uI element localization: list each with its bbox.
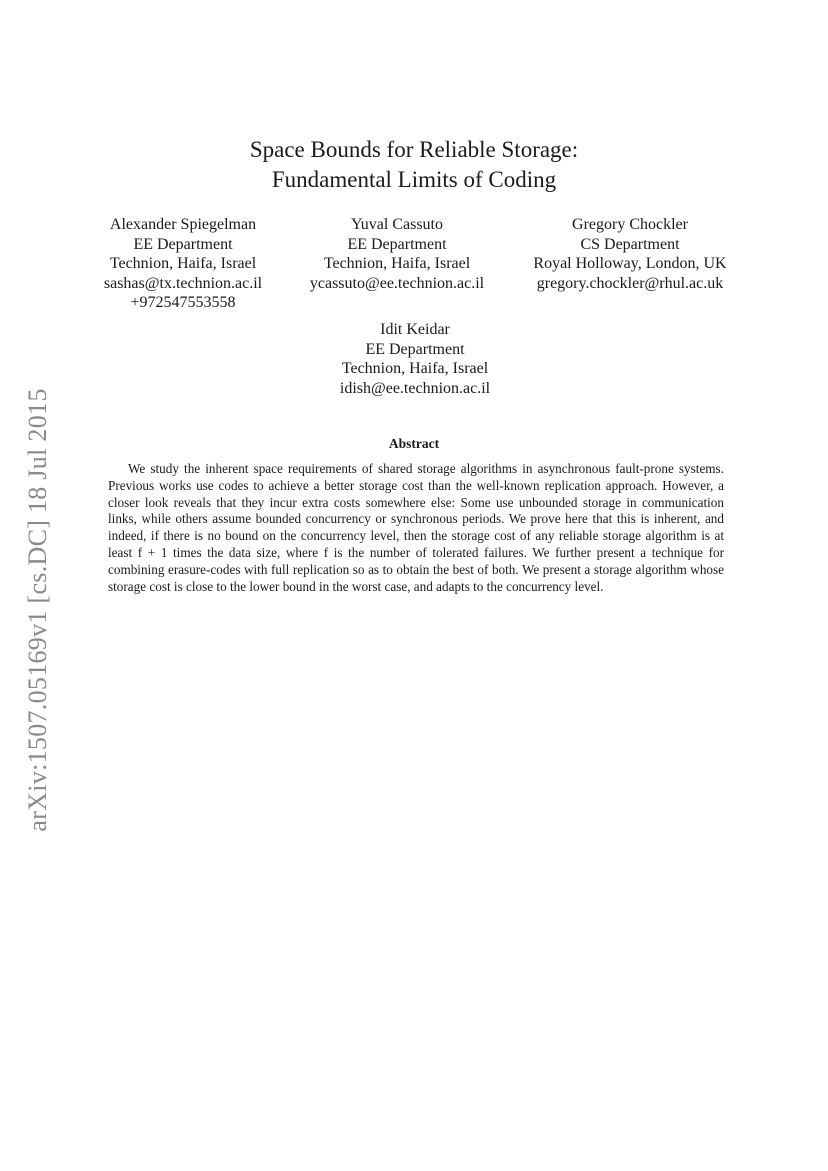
- author-email: ycassuto@ee.technion.ac.il: [309, 274, 485, 292]
- author-department: EE Department: [365, 340, 465, 358]
- arxiv-identifier-stamp: arXiv:1507.05169v1 [cs.DC] 18 Jul 2015: [23, 388, 52, 832]
- author-block-spiegelman: [83, 215, 283, 313]
- author-department: EE Department: [133, 235, 233, 253]
- author-affiliation: Technion, Haifa, Israel: [109, 255, 257, 272]
- author-phone: +972547553558: [130, 294, 236, 311]
- paper-title: [0, 135, 828, 195]
- author-email: sashas@tx.technion.ac.il: [103, 274, 263, 292]
- author-name: Yuval Cassuto: [351, 216, 443, 233]
- author-email: gregory.chockler@rhul.ac.uk: [536, 274, 724, 292]
- author-block-chockler: [510, 215, 750, 293]
- author-department: CS Department: [580, 235, 680, 253]
- author-department: EE Department: [347, 235, 447, 253]
- author-affiliation: Technion, Haifa, Israel: [323, 255, 471, 272]
- author-block-cassuto: [297, 215, 497, 293]
- abstract-body: We study the inherent space requirements of shared storage algorithms in asynchronous fault-prone systems. Previous works use codes to achieve a better storage cost than the well-known replication approach. However, a closer look reveals that they incur extra costs somewhere else: Some use unbounded storage in communication links, while others assume bounded concurrency or synchronous periods. We prove here that this is inherent, and indeed, if there is no bound on the concurrency level, then the storage cost of any reliable storage algorithm is at least f + 1 times the data size, where f is the number of tolerated failures. We further present a technique for combining erasure-codes with full replication so as to obtain the best of both. We present a storage algorithm whose storage cost is close to the lower bound in the worst case, and adapts to the concurrency level.: [108, 461, 724, 594]
- author-name: Idit Keidar: [380, 321, 450, 338]
- author-affiliation: Royal Holloway, London, UK: [533, 255, 727, 272]
- title-line-1: Space Bounds for Reliable Storage:: [249, 137, 579, 162]
- author-block-keidar: [315, 320, 515, 398]
- author-affiliation: Technion, Haifa, Israel: [341, 360, 489, 377]
- abstract-heading: Abstract: [388, 436, 440, 451]
- author-name: Alexander Spiegelman: [109, 216, 257, 233]
- author-email: idish@ee.technion.ac.il: [339, 379, 491, 397]
- author-name: Gregory Chockler: [572, 216, 688, 233]
- title-line-2: Fundamental Limits of Coding: [271, 167, 557, 192]
